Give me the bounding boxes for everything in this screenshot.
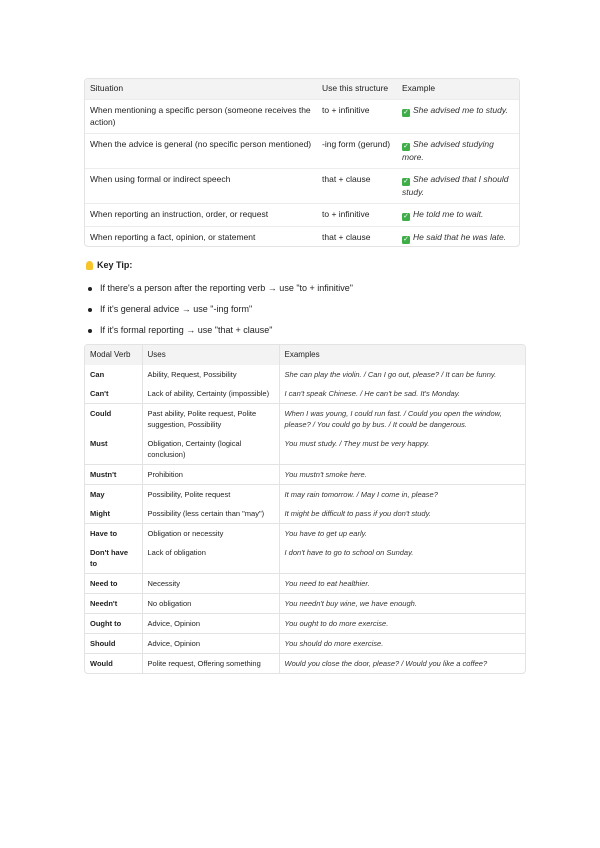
table-row [85,365,525,384]
uses-cell: Advice, Opinion [142,634,279,654]
modal-verbs-table [84,344,526,674]
table-row [85,524,525,544]
key-tip-heading [86,260,132,270]
table-row [85,204,519,227]
check-mark-icon: ✓ [403,109,409,116]
modal-cell: Don't have to [85,543,142,574]
modal-cell: Might [85,504,142,524]
table-row [85,169,519,204]
uses-cell: Necessity [142,574,279,594]
check-mark-icon: ✓ [403,213,409,220]
modal-cell: Ought to [85,614,142,634]
check-mark-icon: ✓ [403,178,409,185]
table-row [85,614,525,634]
bullet-icon [88,329,92,333]
column-header-uses: Uses [142,345,279,365]
uses-cell: Obligation or necessity [142,524,279,544]
examples-cell: Would you close the door, please? / Would you like a coffee? [279,654,525,674]
situation-cell: When reporting an instruction, order, or request [85,204,317,227]
situation-cell: When using formal or indirect speech [85,169,317,204]
examples-cell: You ought to do more exercise. [279,614,525,634]
modal-cell: Can [85,365,142,384]
examples-cell: I don't have to go to school on Sunday. [284,548,414,557]
examples-cell: You must study. / They must be very happy. [284,439,430,448]
list-item [88,320,353,341]
example-text: She advised studying more. [402,139,494,162]
list-item-text: If there's a person after the reporting verb → use "to + infinitive" [100,283,353,293]
modal-cell: May [85,485,142,505]
list-item-text: If it's formal reporting → use "that + clause" [100,325,273,335]
list-item [88,278,353,299]
uses-cell: Lack of ability, Certainty (impossible) [142,384,279,404]
examples-cell: It might be difficult to pass if you don't study. [284,509,431,518]
examples-cell: When I was young, I could run fast. / Could you open the window, please? / You could go by bus. / It could be dangerous. [279,404,525,435]
example-cell [397,100,519,134]
example-cell [397,227,519,247]
structure-cell: that + clause [317,227,397,247]
modal-cell: Would [85,654,142,674]
example-cell [397,169,519,204]
uses-cell: Ability, Request, Possibility [142,365,279,384]
bullet-icon [88,308,92,312]
table-row [85,634,525,654]
check-mark-icon: ✓ [403,143,409,150]
uses-cell: No obligation [142,594,279,614]
check-mark-icon: ✓ [403,236,409,243]
modal-cell: Mustn't [85,465,142,485]
examples-cell: I can't speak Chinese. / He can't be sad. It's Monday. [284,389,460,398]
list-item-text: If it's general advice → use "-ing form" [100,304,253,314]
table-header-row [85,345,525,365]
uses-cell: Obligation, Certainty (logical conclusion) [142,434,279,465]
uses-cell: Prohibition [142,465,279,485]
uses-cell: Past ability, Polite request, Polite suggestion, Possibility [142,404,279,435]
uses-cell: Advice, Opinion [142,614,279,634]
uses-cell: Polite request, Offering something [142,654,279,674]
list-item [88,299,353,320]
table-row [85,465,525,485]
modal-cell: Have to [85,524,142,544]
table-row [85,134,519,169]
table-row [85,404,525,435]
examples-cell: You need to eat healthier. [279,574,525,594]
examples-cell: She can play the violin. / Can I go out, please? / It can be funny. [284,370,497,379]
uses-cell: Possibility (less certain than "may") [142,504,279,524]
table-row [85,434,525,465]
modal-cell: Needn't [85,594,142,614]
key-tip-title: Key Tip: [97,260,133,270]
example-text: She advised that I should study. [402,174,509,197]
example-text: He told me to wait. [413,209,484,219]
table-row [85,594,525,614]
modal-cell: Must [85,434,142,465]
situation-cell: When the advice is general (no specific person mentioned) [85,134,317,169]
table-row [85,485,525,505]
column-header-situation: Situation [85,79,317,100]
table-row [85,504,525,524]
lightbulb-icon [86,261,93,270]
table-row [85,574,525,594]
key-tip-list [88,278,353,341]
uses-cell: Lack of obligation [142,543,279,574]
column-header-structure: Use this structure [317,79,397,100]
modal-cell: Can't [85,384,142,404]
table-row [85,654,525,674]
column-header-examples: Examples [279,345,525,365]
examples-cell: You have to get up early. [279,524,525,544]
modal-cell: Need to [85,574,142,594]
table-row [85,100,519,134]
table-row [85,543,525,574]
modal-cell: Should [85,634,142,654]
bullet-icon [88,287,92,291]
structure-cell: that + clause [317,169,397,204]
table-header-row [85,79,519,100]
structure-cell: to + infinitive [317,100,397,134]
example-cell [397,134,519,169]
example-cell [397,204,519,227]
situation-cell: When reporting a fact, opinion, or statement [85,227,317,247]
example-text: He said that he was late. [413,232,507,242]
structure-cell: to + infinitive [317,204,397,227]
examples-cell: You needn't buy wine, we have enough. [279,594,525,614]
table-row [85,384,525,404]
examples-cell: You mustn't smoke here. [279,465,525,485]
situation-cell: When mentioning a specific person (someone receives the action) [85,100,317,134]
column-header-modal-verb: Modal Verb [85,345,142,365]
reporting-structures-table [84,78,520,247]
examples-cell: It may rain tomorrow. / May I come in, please? [279,485,525,505]
column-header-example: Example [397,79,519,100]
uses-cell: Possibility, Polite request [142,485,279,505]
examples-cell: You should do more exercise. [279,634,525,654]
modal-cell: Could [85,404,142,435]
table-row [85,227,519,247]
example-text: She advised me to study. [413,105,508,115]
structure-cell: -ing form (gerund) [317,134,397,169]
